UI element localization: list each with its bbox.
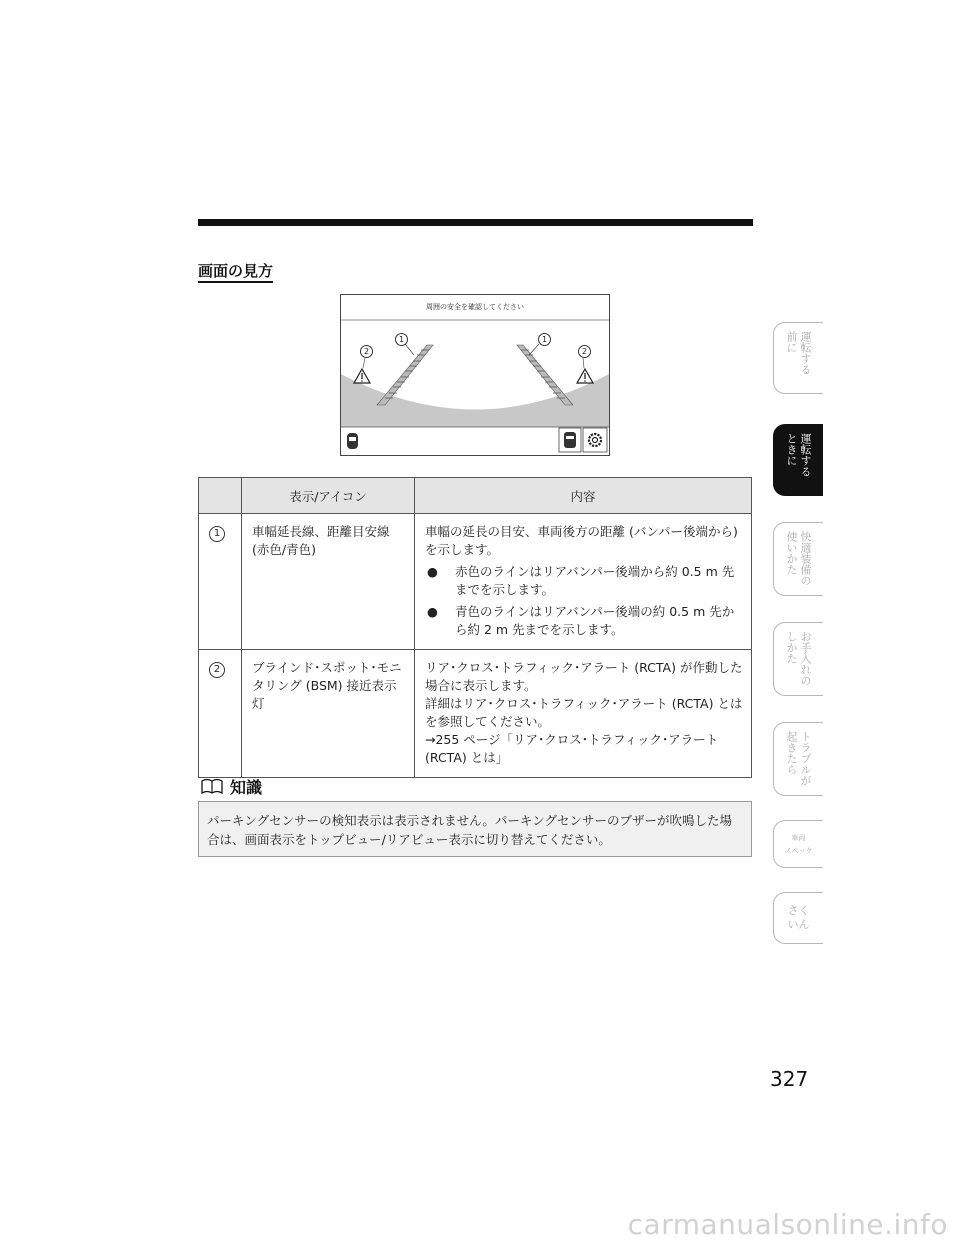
warning-icon-right — [577, 369, 593, 383]
list-item: ● 青色のラインはリアバンパー後端の約 0.5 m 先から約 2 m 先までを示します。 — [427, 604, 735, 637]
callout-marker: 1 — [395, 333, 408, 346]
display-icon-table — [198, 477, 752, 778]
settings-gear-icon — [583, 428, 607, 452]
view-switch-icon — [559, 428, 581, 452]
row-desc-text: 車幅の延長の目安、車両後方の距離 (バンパー後端から) を示します。 — [425, 524, 738, 557]
guide-line-right — [517, 345, 573, 405]
rear-camera-screen — [340, 294, 610, 456]
top-rule — [198, 219, 753, 226]
car-status-icon — [347, 433, 358, 449]
row-number-cell — [199, 650, 242, 778]
table-header-icon: 表示/アイコン — [242, 478, 415, 514]
row-description — [415, 514, 752, 650]
table-row — [199, 650, 752, 778]
callout-marker: 1 — [538, 333, 551, 346]
table-header-num — [199, 478, 242, 514]
warning-icon-left — [354, 369, 370, 383]
watermark: carmanualsonline.info — [627, 1208, 948, 1241]
tab-while-driving[interactable]: 運転する ときに — [773, 424, 823, 496]
row-item: 車幅延長線、距離目安線 (赤色/青色) — [242, 514, 415, 650]
tab-before-driving[interactable]: 運転する 前に — [773, 322, 823, 394]
callout-marker: 2 — [578, 345, 591, 358]
tab-comfort-features[interactable]: 快適装備の 使いかた — [773, 522, 823, 596]
table-row — [199, 514, 752, 650]
bullet-text: 赤色のラインはリアバンパー後端から約 0.5 m 先までを示します。 — [455, 564, 735, 597]
camera-view-illustration — [341, 295, 609, 455]
row-number-cell — [199, 514, 242, 650]
tab-maintenance[interactable]: お手入れの しかた — [773, 622, 823, 696]
knowledge-heading — [200, 775, 262, 798]
table-header-content: 内容 — [415, 478, 752, 514]
bullet-text: 青色のラインはリアバンパー後端の約 0.5 m 先から約 2 m 先までを示します。 — [455, 604, 735, 637]
page-number: 327 — [770, 1067, 809, 1091]
knowledge-note: パーキングセンサーの検知表示は表示されません。パーキングセンサーのブザーが吹鳴した場合は、画面表示をトップビュー/リアビュー表示に切り替えてください。 — [198, 801, 752, 857]
guide-line-left — [377, 345, 433, 405]
table-header-row — [199, 478, 752, 514]
bullet-list — [425, 563, 743, 639]
screen-safety-message: 周囲の安全を確認してください — [426, 303, 524, 311]
knowledge-title: 知識 — [230, 778, 263, 797]
row-item: ブラインド･スポット･モニタリング (BSM) 接近表示灯 — [242, 650, 415, 778]
tab-troubles[interactable]: トラブルが 起きたら — [773, 722, 823, 796]
cross-reference-link[interactable]: →255 ページ「リア･クロス･トラフィック･アラート (RCTA) とは」 — [425, 732, 719, 765]
row-number: 2 — [209, 662, 225, 678]
row-description — [415, 650, 752, 778]
book-icon — [200, 778, 224, 796]
section-title: 画面の見方 — [198, 262, 273, 283]
row-desc-line: リア･クロス･トラフィック･アラート (RCTA) が作動した場合に表示します。 — [425, 660, 743, 693]
row-desc-line: 詳細はリア･クロス･トラフィック･アラート (RCTA) とはを参照してください。 — [425, 696, 743, 729]
tab-index[interactable]: さく いん — [773, 892, 823, 944]
callout-marker: 2 — [360, 345, 373, 358]
list-item: ● 赤色のラインはリアバンパー後端から約 0.5 m 先までを示します。 — [427, 564, 735, 597]
row-number: 1 — [209, 526, 225, 542]
tab-vehicle-specs[interactable]: 車両 スペック — [773, 820, 823, 868]
